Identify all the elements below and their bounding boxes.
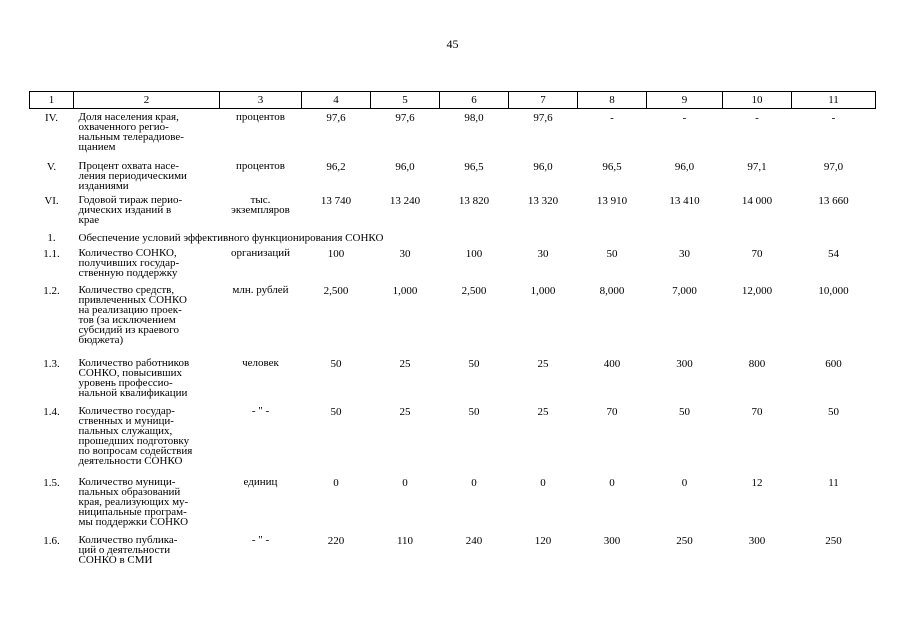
value-cell: 2,500: [461, 284, 487, 297]
row-number: 1.1.: [43, 247, 60, 260]
header-cell: 9: [647, 92, 723, 109]
value-cell: 120: [534, 534, 552, 547]
value-cell: 30: [399, 247, 411, 260]
value-cell: 1,000: [392, 284, 418, 297]
value-cell: 240: [465, 534, 483, 547]
value-cell: 7,000: [672, 284, 697, 297]
value-cell: 300: [748, 534, 766, 547]
unit-cell: - " -: [251, 404, 270, 417]
value-cell: 0: [471, 476, 477, 489]
row-number: VI.: [44, 194, 59, 207]
value-cell: 97,0: [823, 160, 844, 173]
value-cell: 12: [751, 476, 763, 489]
value-cell: 98,0: [464, 112, 484, 124]
page-number: 45: [446, 37, 459, 51]
indicator-name: Количество муници- пальных образований края, реализующих му- ниципальные програм- мы поддержки СОНКО: [78, 475, 189, 528]
indicator-name: Количество публика- ций о деятельности СОНКО в СМИ: [78, 533, 178, 566]
row-number: 1.3.: [43, 357, 60, 370]
header-cell: 1: [30, 92, 74, 109]
indicator-name: Количество работников СОНКО, повысивших уровень профессио- нальной квалификации: [78, 356, 190, 399]
indicator-name: Процент охвата насе- ления периодическими изданиями: [78, 159, 187, 192]
value-cell: 96,0: [674, 160, 695, 173]
row-number: 1.2.: [43, 284, 60, 297]
value-cell: 30: [679, 247, 690, 260]
value-cell: 25: [399, 405, 411, 418]
unit-cell: млн. рублей: [232, 283, 289, 296]
value-cell: 25: [537, 357, 549, 370]
indicator-name: Доля населения края, охваченного регио- нальным телерадиове- щанием: [78, 111, 184, 153]
table-row: [30, 282, 876, 355]
value-cell: 2,500: [323, 284, 349, 297]
value-cell: 300: [676, 357, 693, 370]
value-cell: 250: [825, 534, 842, 547]
value-cell: 300: [603, 534, 621, 547]
value-cell: 8,000: [599, 284, 625, 297]
value-cell: 54: [828, 247, 839, 260]
table-row: [30, 158, 876, 192]
value-cell: 96,0: [395, 160, 415, 173]
row-number: 1.: [47, 231, 56, 244]
value-cell: 25: [537, 405, 549, 418]
header-cell: 6: [440, 92, 509, 109]
indicators-table: [29, 91, 876, 572]
value-cell: 70: [606, 405, 618, 418]
value-cell: 100: [465, 247, 483, 260]
value-cell: 13 660: [818, 194, 849, 207]
row-number: 1.4.: [43, 405, 60, 418]
value-cell: 110: [396, 534, 414, 547]
value-cell: 50: [468, 405, 480, 418]
header-cell: 7: [509, 92, 578, 109]
header-cell: 8: [578, 92, 647, 109]
unit-cell: организаций: [230, 246, 291, 259]
value-cell: 97,1: [747, 160, 767, 173]
value-cell: 50: [679, 405, 690, 418]
value-cell: 97,6: [533, 112, 553, 124]
value-cell: 0: [540, 476, 546, 489]
value-cell: 13 910: [596, 194, 628, 207]
value-cell: 13 740: [320, 194, 352, 207]
table-row: [30, 192, 876, 229]
indicator-name: Количество средств, привлеченных СОНКО на реализацию проек- тов (за исключением субсидий из краевого бюджета): [78, 283, 187, 346]
unit-cell: единиц: [243, 475, 278, 488]
indicator-name: Годовой тираж перио- дических изданий в крае: [78, 193, 183, 226]
value-cell: 96,2: [326, 160, 346, 173]
unit-cell: - " -: [251, 533, 270, 546]
header-cell: 3: [220, 92, 302, 109]
value-cell: 11: [828, 476, 839, 489]
value-cell: 13 820: [458, 194, 490, 207]
unit-cell: процентов: [236, 111, 285, 123]
value-cell: 50: [330, 405, 342, 418]
value-cell: 13 320: [527, 194, 559, 207]
header-cell: 2: [74, 92, 220, 109]
value-cell: 0: [609, 476, 615, 489]
value-cell: 96,0: [533, 160, 553, 173]
value-cell: 50: [606, 247, 618, 260]
table-row: [30, 474, 876, 532]
header-cell: 10: [723, 92, 792, 109]
value-cell: 30: [537, 247, 549, 260]
table-row: [30, 532, 876, 572]
value-cell: 800: [748, 357, 766, 370]
value-cell: 10,000: [818, 284, 849, 297]
section-row: [30, 229, 876, 245]
header-cell: 11: [792, 92, 876, 109]
value-cell: -: [831, 112, 836, 124]
value-cell: 96,5: [464, 160, 484, 173]
value-cell: 1,000: [530, 284, 556, 297]
row-number: 1.6.: [43, 534, 60, 547]
unit-cell: процентов: [236, 159, 285, 172]
table-row: [30, 109, 876, 158]
value-cell: 50: [468, 357, 480, 370]
section-title: Обеспечение условий эффективного функционирования СОНКО: [78, 231, 384, 244]
value-cell: 12,000: [741, 284, 773, 297]
value-cell: -: [682, 112, 687, 124]
indicator-name: Количество государ- ственных и муници- пальных служащих, прошедших подготовку по вопросам содействия деятельности СОНКО: [78, 404, 193, 467]
table-row: [30, 245, 876, 282]
indicator-name: Количество СОНКО, получивших государ- ственную поддержку: [78, 246, 180, 279]
value-cell: 50: [828, 405, 839, 418]
value-cell: 600: [825, 357, 842, 370]
value-cell: -: [755, 112, 759, 124]
value-cell: 25: [399, 357, 411, 370]
value-cell: -: [610, 112, 614, 124]
value-cell: 100: [327, 247, 345, 260]
row-number: IV.: [45, 112, 58, 124]
value-cell: 50: [330, 357, 342, 370]
value-cell: 14 000: [741, 194, 773, 207]
value-cell: 400: [603, 357, 621, 370]
unit-cell: человек: [242, 356, 279, 369]
value-cell: 96,5: [602, 160, 622, 173]
row-number: V.: [46, 160, 57, 173]
value-cell: 250: [676, 534, 693, 547]
table-row: [30, 403, 876, 474]
value-cell: 0: [402, 476, 408, 489]
header-cell: 5: [371, 92, 440, 109]
header-cell: 4: [302, 92, 371, 109]
value-cell: 13 410: [669, 194, 700, 207]
value-cell: 97,6: [395, 112, 415, 124]
row-number: 1.5.: [43, 476, 60, 489]
unit-cell: тыс. экземпляров: [231, 193, 290, 216]
table-row: [30, 355, 876, 403]
header-row: [30, 92, 876, 109]
value-cell: 70: [751, 405, 763, 418]
value-cell: 13 240: [389, 194, 421, 207]
value-cell: 220: [327, 534, 345, 547]
value-cell: 0: [681, 476, 688, 489]
value-cell: 70: [751, 247, 763, 260]
value-cell: 0: [333, 476, 339, 489]
value-cell: 97,6: [326, 112, 346, 124]
